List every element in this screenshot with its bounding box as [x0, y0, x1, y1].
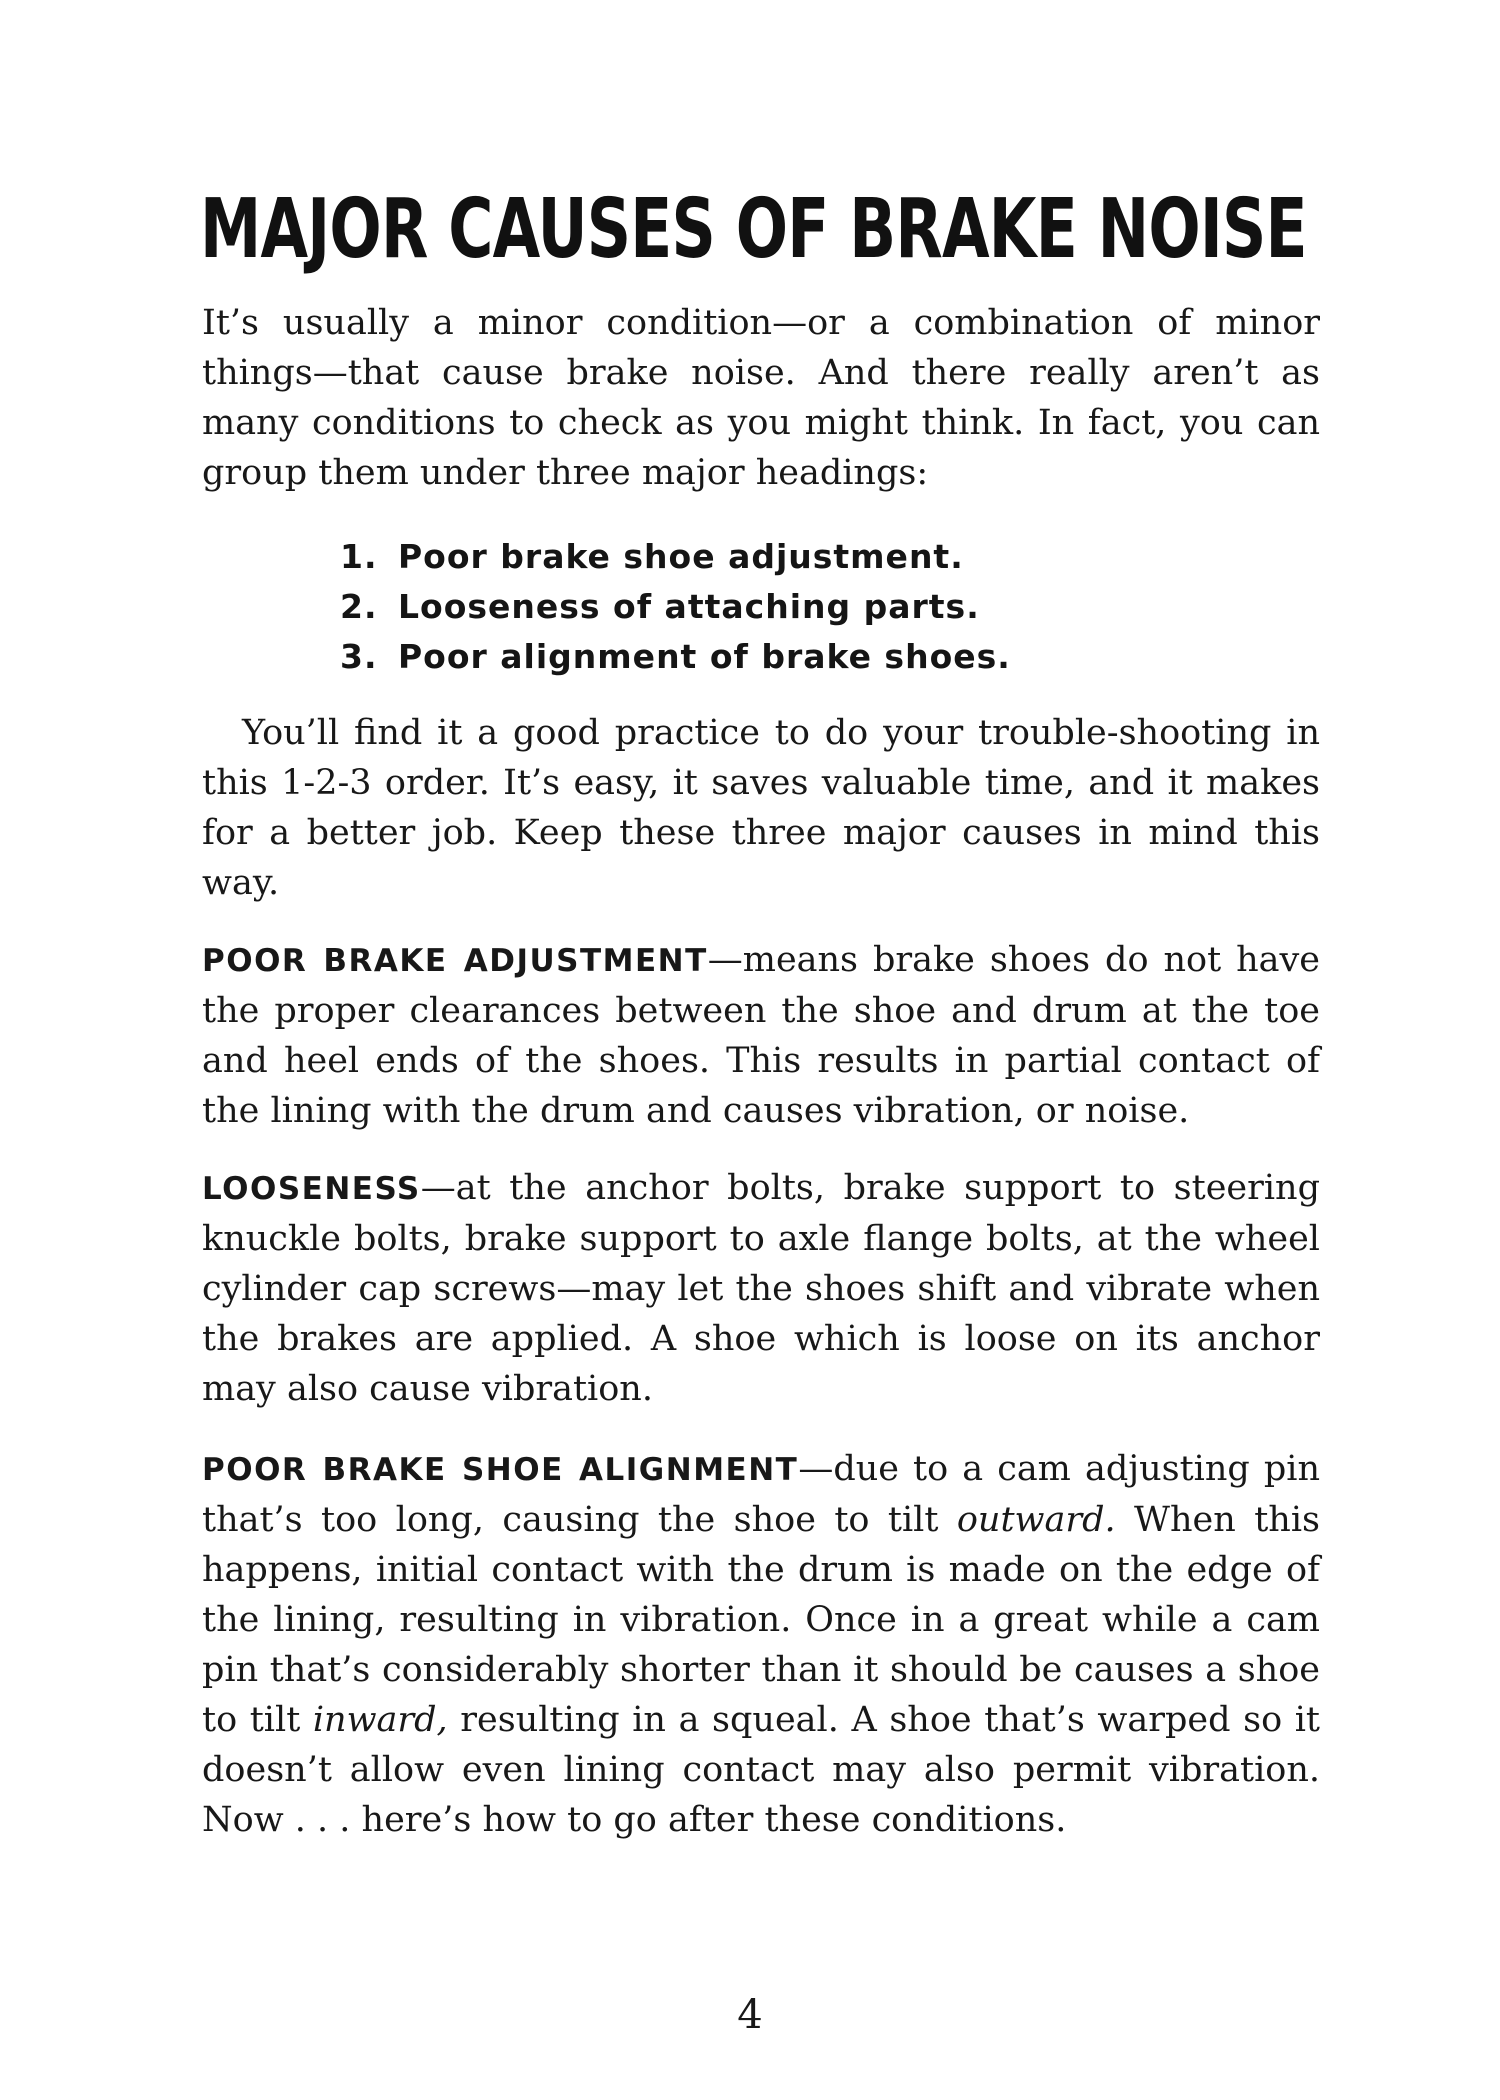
list-item [340, 582, 1011, 632]
intro-paragraph [202, 298, 1320, 498]
list-item-number: 2. [340, 587, 378, 626]
intro-text: It’s usually a minor condition—or a combination of minor things—that cause brake noise. And there really aren’t as many conditions to check as you might think. In fact, you can group them under three major headings: [202, 303, 1320, 493]
list-item-text: Poor brake shoe adjustment. [398, 537, 964, 576]
adjustment-text: —means brake shoes do not have the proper clearances between the shoe and drum at the toe and heel ends of the shoes. This results in partial contact of the lining with the drum and causes vibration, or noise. [202, 940, 1320, 1131]
list-item-number: 1. [340, 537, 378, 576]
practice-paragraph [202, 708, 1320, 908]
adjustment-paragraph [202, 935, 1320, 1136]
adjustment-heading: POOR BRAKE ADJUSTMENT [202, 943, 708, 979]
looseness-paragraph [202, 1163, 1320, 1414]
looseness-section [202, 1163, 1320, 1414]
alignment-paragraph [202, 1444, 1320, 1845]
alignment-emphasis-inward: inward, [312, 1700, 448, 1740]
list-item-text: Poor alignment of brake shoes. [398, 637, 1011, 676]
list-item-text: Looseness of attaching parts. [398, 587, 980, 626]
alignment-section [202, 1444, 1320, 1845]
practice-text: You’ll find it a good practice to do your trouble-shooting in this 1-2-3 order. It’s easy, it saves valuable time, and it makes for a better job. Keep these three major causes in mind this way. [202, 713, 1320, 903]
page-number: 4 [737, 1992, 763, 2038]
alignment-heading: POOR BRAKE SHOE ALIGNMENT [202, 1452, 799, 1488]
alignment-text-part-2: When this happens, initial contact with the drum is made on the edge of the lining, resulting in vibration. Once in a great while a cam pin that’s considerably shorter than it should be causes a shoe to tilt [202, 1500, 1320, 1740]
alignment-emphasis-outward: outward. [956, 1500, 1116, 1540]
list-item-number: 3. [340, 637, 378, 676]
looseness-heading: LOOSENESS [202, 1171, 421, 1207]
adjustment-section [202, 935, 1320, 1136]
list-item [340, 532, 1011, 582]
looseness-text: —at the anchor bolts, brake support to steering knuckle bolts, brake support to axle flange bolts, at the wheel cylinder cap screws—may let the shoes shift and vibrate when the brakes are applied. A shoe which is loose on its anchor may also cause vibration. [202, 1168, 1320, 1409]
list-item [340, 632, 1011, 682]
major-headings-list [340, 532, 1011, 682]
alignment-text-part-3: resulting in a squeal. A shoe that’s warped so it doesn’t allow even lining contact may also permit vibration. Now . . . here’s how to go after these conditions. [202, 1700, 1320, 1840]
alignment-text-part-1: —due to a cam adjusting pin that’s too long, causing the shoe to tilt [202, 1449, 1320, 1540]
page-title: MAJOR CAUSES OF BRAKE NOISE [200, 182, 1307, 277]
